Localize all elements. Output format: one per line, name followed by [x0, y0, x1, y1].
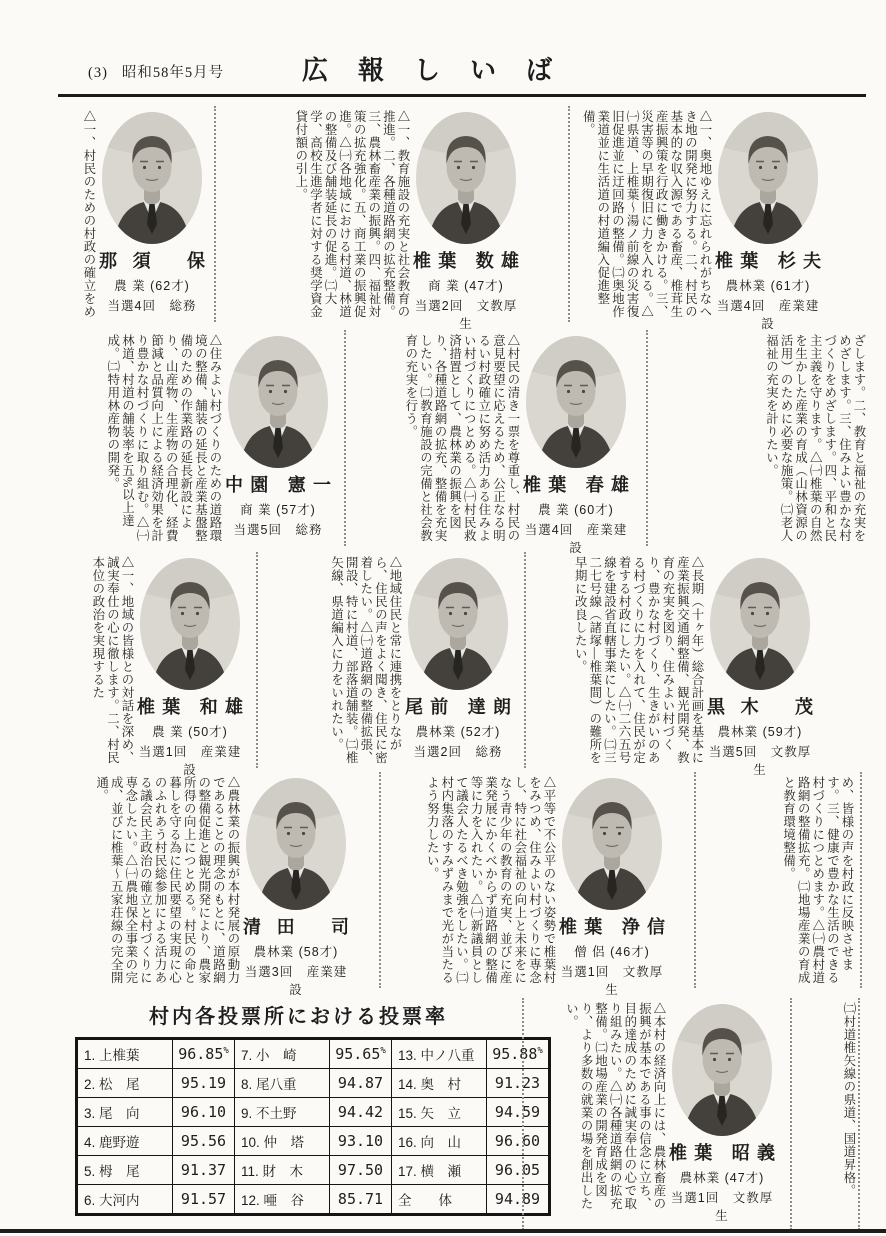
member-name: 椎葉 春雄 [523, 475, 629, 495]
column-divider [344, 330, 346, 546]
statement-continuation: ㈡村道椎矢線の県道、国道昇格。 [842, 1002, 856, 1197]
member-statement: △長期（十ヶ年）総合計画を基本に産業振興交通網整備、観光開発、教育の充実を図り、住みよい村づくり、豊かな村づくり、生きがいのある村づくりに力を入れて、住民が定着する村政にしたい。△㈠二六五号線を建設省直轄事業にしたい。㈡三二七号線（諸塚―椎葉間）の難所を早期に改良したい。 [573, 556, 704, 764]
vote-table [75, 1037, 551, 1216]
member-block [530, 552, 866, 777]
vote-rate: 91.23 [487, 1069, 550, 1098]
polling-station: 17. 横 瀬 [392, 1156, 487, 1185]
member-name: 椎葉 数雄 [413, 251, 519, 271]
polling-station: 16. 向 山 [392, 1127, 487, 1156]
member-statement: △農林業の振興が本村発展の原動力であることの理念のもとに、道路網の整備促進と観光開発により、農家所得の向上につとめる。村民の命と暮しを守る為に住民要望の実現に心のふれあう村民総参加による活力ある議会民主政治の確立と村づくりに専念したい。△㈠農地保全事業の完成、並びに椎葉〜五家荘線の完全開通。 [94, 776, 240, 984]
vote-rate: 96.05 [487, 1156, 550, 1185]
member-statement: △村民の清き一票を尊重し、村民の意見要望に応えるため、公正なる明るい村政確立に努め活力ある住みよい村づくりにつとめる。△㈠村民救済措置として、農林業の振興を図り、各種道路網の拡充、整備を充実したい。㈡教育施設の完備と社会教育の充実を行う。 [403, 334, 520, 542]
member-block [60, 330, 338, 546]
page-number: (3) [88, 65, 108, 81]
member-portrait [408, 558, 508, 690]
member-occupation: 農林業 (59才) [717, 725, 803, 739]
member-portrait [672, 1004, 772, 1136]
member-occupation: 農林業 (52才) [415, 725, 501, 739]
member-name: 尾前 達朗 [405, 697, 511, 717]
vote-rate: 96.10 [173, 1098, 235, 1127]
column-divider [646, 330, 648, 546]
member-elected-info: 当選4回 産業建設 [524, 523, 628, 555]
column-divider [214, 106, 216, 322]
member-block [60, 106, 210, 322]
bottom-row [60, 998, 866, 1230]
vote-rate: 93.10 [330, 1127, 392, 1156]
header-rule [58, 94, 866, 97]
member-name: 椎葉 昭義 [669, 1143, 775, 1163]
polling-station: 14. 奥 村 [392, 1069, 487, 1098]
column-divider [858, 998, 860, 1230]
member-portrait [102, 112, 202, 244]
vote-table-title: 村内各投票所における投票率 [149, 1006, 448, 1028]
vote-rate: 96.60 [487, 1127, 550, 1156]
polling-station: 6. 大河内 [77, 1185, 173, 1215]
member-portrait [718, 112, 818, 244]
polling-station: 10. 仲 塔 [235, 1127, 330, 1156]
member-block [576, 106, 866, 331]
issue-date: 昭和58年5月号 [121, 65, 225, 81]
polling-station: 7. 小 崎 [235, 1039, 330, 1069]
newsletter-title: 広報しいば [302, 56, 583, 85]
vote-rate: 91.57 [173, 1185, 235, 1215]
member-elected-info: 当選2回 文教厚生 [414, 299, 518, 331]
member-occupation: 農林業 (47才) [679, 1171, 765, 1185]
vote-rate: 95.19 [173, 1069, 235, 1098]
member-portrait [526, 336, 626, 468]
member-statement: △一、教育施設の充実と社会教育の推進。二、各種道路網の拡充整備。三、農林畜産業の振興。四、福祉対策の拡充強化。五、商工業の振興促進。△㈠各地域における村道、林道の整備及び舗装延長の促進。㈡大学、高校生進学者に対する奨学資金貸付額の引上。 [293, 110, 410, 318]
member-block [350, 330, 640, 555]
table-row [77, 1098, 550, 1127]
member-portrait [246, 778, 346, 910]
member-name: 清田 司 [243, 917, 349, 937]
member-portrait [416, 112, 516, 244]
vote-rate: 96.85% [173, 1039, 235, 1069]
vote-table-section [75, 998, 543, 1216]
table-row [77, 1185, 550, 1215]
column-divider [524, 552, 526, 768]
member-name: 椎葉 浄信 [559, 917, 665, 937]
member-occupation: 僧 侶 (46才) [574, 945, 650, 959]
member-name: 椎葉 杉夫 [715, 251, 821, 271]
vote-rate: 94.89 [487, 1185, 550, 1215]
polling-station: 9. 不土野 [235, 1098, 330, 1127]
member-name: 中園 憲一 [225, 475, 331, 495]
member-elected-info: 当選4回 総務 [107, 299, 197, 313]
member-elected-info: 当選1回 産業建設 [138, 745, 242, 777]
member-occupation: 商 業 (57才) [240, 503, 316, 517]
member-name: 那須 保 [99, 251, 205, 271]
member-occupation: 農林業 (61才) [725, 279, 811, 293]
header-left [88, 61, 224, 82]
member-occupation: 商 業 (47才) [428, 279, 504, 293]
member-block [532, 998, 790, 1230]
vote-rate: 94.42 [330, 1098, 392, 1127]
member-elected-info: 当選2回 総務 [413, 745, 503, 759]
statement-continuation: め、皆様の声を村政に反映させます。三、健康で豊かな生活のできる村づくりにつとめます。△㈠農村道路網の整備拡充。㈡地場産業の育成と教育環境整備。 [781, 776, 854, 984]
member-statement: △住みよい村づくりのための道路環境の整備、舗装の延長と産業基盤整備のための作業路の延長新設により、山産物、生産物の合理化、経費節減と品質向上による経済効果を計り豊かな村づくりに取り組む。△㈠林道、村道の舗装率を五%以上達成。㈡特用林産物の開発。 [105, 334, 222, 542]
column-divider [256, 552, 258, 768]
members-row-1 [60, 106, 866, 331]
members-row-4 [60, 772, 866, 997]
column-divider [522, 998, 524, 1230]
column-divider [694, 772, 696, 988]
member-elected-info: 当選1回 文教厚生 [560, 965, 664, 997]
members-row-3 [60, 552, 866, 777]
member-elected-info: 当選5回 総務 [233, 523, 323, 537]
table-row [77, 1039, 550, 1069]
polling-station: 4. 鹿野遊 [77, 1127, 173, 1156]
column-divider [568, 106, 570, 322]
member-occupation: 農 業 (62才) [114, 279, 190, 293]
polling-station: 8. 尾八重 [235, 1069, 330, 1098]
polling-station: 12. 唖 谷 [235, 1185, 330, 1215]
vote-rate: 95.65% [330, 1039, 392, 1069]
vote-rate: 97.50 [330, 1156, 392, 1185]
member-portrait [710, 558, 810, 690]
member-statement: △一、奥地ゆえに忘れられがちなへき地の開発に努力する。二、村民の基本的な収入源である畜産、椎茸生産振興策を行政に働きかける。三、災害等の早期復旧に力を入れる。△㈠県道、上椎葉〜湯ノ前線の災害復旧促進並に迂回路の整備。㈡奥地作業道並に生活道の村道編入促進整備。 [581, 110, 712, 318]
member-occupation: 農 業 (50才) [152, 725, 228, 739]
table-row [77, 1127, 550, 1156]
member-block [386, 772, 694, 997]
vote-rate: 95.88% [487, 1039, 550, 1069]
page-bottom-edge [0, 1229, 886, 1233]
member-name: 黒木 茂 [707, 697, 813, 717]
member-elected-info: 当選5回 文教厚生 [708, 745, 812, 777]
member-block [60, 772, 374, 997]
members-row-2 [60, 330, 866, 555]
column-divider [790, 998, 792, 1230]
member-statement: △一、地域の皆様との対話を深め、誠実奉仕の心に徹します。二、村民本位の政治を実現するた [90, 556, 134, 764]
polling-station: 全 体 [392, 1185, 487, 1215]
table-row [77, 1069, 550, 1098]
statement-continuation: ざします。二、教育と福祉の充実をめざします。三、住みよい豊かな村づくりをめざします。四、平和と民主主義を守ります。△㈠椎葉の自然を生かした産業の育成（山林資源の活用）のために必要な施策。㈡老人福祉の充実を計りたい。 [764, 334, 866, 542]
member-statement: △一、村民のための村政の確立をめ [82, 110, 96, 318]
member-block [60, 552, 250, 777]
member-occupation: 農林業 (58才) [253, 945, 339, 959]
vote-rate: 91.37 [173, 1156, 235, 1185]
vote-rate: 94.59 [487, 1098, 550, 1127]
polling-station: 2. 松 尾 [77, 1069, 173, 1098]
polling-station: 1. 上椎葉 [77, 1039, 173, 1069]
member-portrait [140, 558, 240, 690]
member-elected-info: 当選1回 文教厚生 [670, 1191, 774, 1223]
member-statement: △本村の経済向上には、農林畜産の振興が基本である事の信念に立ち、目的達成のために誠実奉仕の心で取り組みたい。△㈠各種道路網の拡充整備。㈡地場産業の開発育成を図り、より多数の就業の場を創出したい。 [564, 1002, 666, 1210]
polling-station: 3. 尾 向 [77, 1098, 173, 1127]
member-elected-info: 当選4回 産業建設 [716, 299, 820, 331]
vote-rate: 85.71 [330, 1185, 392, 1215]
column-divider [379, 772, 381, 988]
member-block [222, 106, 564, 331]
polling-station: 13. 中ノ八重 [392, 1039, 487, 1069]
polling-station: 11. 財 木 [235, 1156, 330, 1185]
polling-station: 15. 矢 立 [392, 1098, 487, 1127]
member-elected-info: 当選3回 産業建設 [244, 965, 348, 997]
vote-rate: 95.56 [173, 1127, 235, 1156]
member-statement: △地域住民と常に連携をとりながら、住民の声をよく聞き、住民に密着したい。△㈠道路網の整備拡張、開設、特に村道、部落道舗装。㈡椎矢線、県道編入に力をいれたい。 [329, 556, 402, 764]
vote-rate: 94.87 [330, 1069, 392, 1098]
member-block [262, 552, 520, 768]
table-row [77, 1156, 550, 1185]
polling-station: 5. 栂 尾 [77, 1156, 173, 1185]
member-statement: △平等で不公平のない姿勢で椎葉村をみつめ、住みよい村づくりに専念し、特に社会福祉の向上と未来をになう青少年の教育の充実、並びに産業発展にかくべからず道路網の整備等に力を入れたい。△㈠新議員として議会人たるべき勉強をしたい。㈡村内集落のすみずみまで光が当たるよう努力したい。 [425, 776, 556, 984]
member-portrait [562, 778, 662, 910]
member-name: 椎葉 和雄 [137, 697, 243, 717]
column-divider [860, 772, 862, 988]
member-occupation: 農 業 (60才) [538, 503, 614, 517]
member-portrait [228, 336, 328, 468]
